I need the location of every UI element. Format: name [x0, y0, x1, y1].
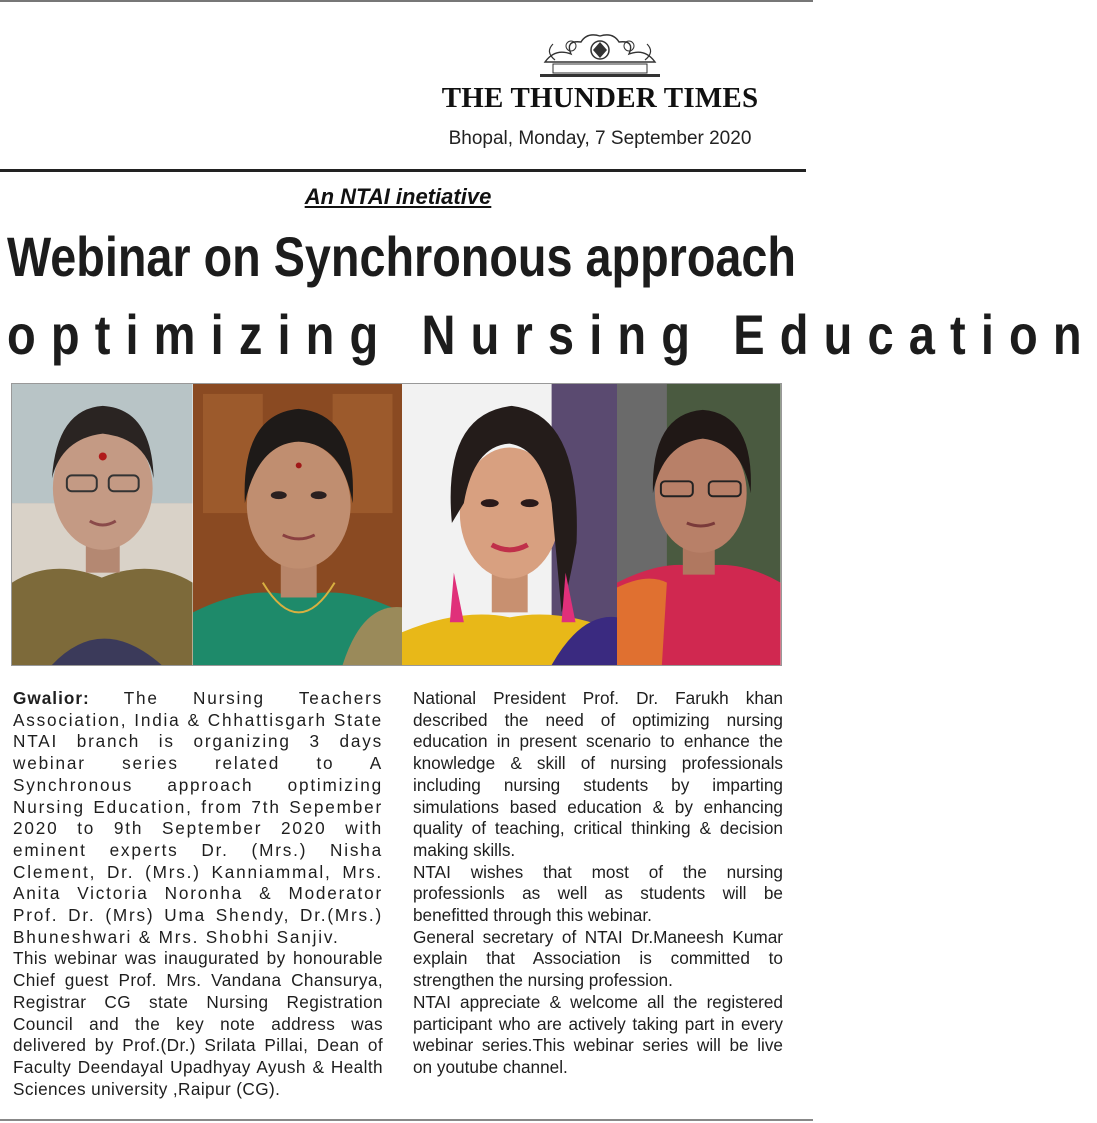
speaker-photo-1 — [12, 384, 193, 665]
headline-line-2: optimizing Nursing Education — [7, 303, 1097, 366]
speaker-photo-2 — [193, 384, 402, 665]
speaker-photo-4 — [617, 384, 781, 665]
appreciation-paragraph: NTAI appreciate & welcome all the registered participant who are actively taking part in every webinar series.This webinar series will be live on youtube channel. — [413, 991, 783, 1077]
lead-paragraph — [13, 688, 383, 948]
bottom-border-rule — [0, 1119, 813, 1121]
lead-paragraph-text: The Nursing Teachers Association, India & Chhattisgarh State NTAI branch is organizing 3 days webinar series related to A Synchronous approach optimizing Nursing Education, from 7th Sepember 2020 to 9th September 2020 with eminent experts Dr. (Mrs.) Nisha Clement, Dr. (Mrs.) Kanniammal, Mrs. Anita Victoria Noronha & Moderator Prof. Dr. (Mrs) Uma Shendy, Dr.(Mrs.) Bhuneshwari & Mrs. Shobhi Sanjiv. — [13, 688, 383, 947]
article-column-right — [413, 688, 783, 1079]
president-paragraph: National President Prof. Dr. Farukh khan described the need of optimizing nursing education in present scenario to enhance the knowledge & skill of nursing professionals including nursing students by imparting simulations based education & by enhancing quality of teaching, critical thinking & decision making skills. — [413, 688, 783, 860]
newspaper-crest-emblem — [535, 30, 665, 80]
publication-dateline: Bhopal, Monday, 7 September 2020 — [448, 128, 752, 149]
article-location: Gwalior: — [13, 688, 90, 708]
secretary-paragraph: General secretary of NTAI Dr.Maneesh Kumar explain that Association is committed to strengthen the nursing profession. — [413, 926, 783, 991]
headline-line-1: Webinar on Synchronous approach — [7, 225, 796, 288]
speaker-photo-strip — [11, 383, 782, 666]
article-kicker: An NTAI inetiative — [304, 184, 492, 209]
top-border-rule — [0, 0, 813, 2]
wishes-paragraph: NTAI wishes that most of the nursing professionls as well as students will be benefitted through this webinar. — [413, 861, 783, 926]
article-column-left — [13, 688, 383, 1100]
newspaper-name: THE THUNDER TIMES — [441, 82, 759, 114]
speaker-photo-3 — [402, 384, 617, 665]
inauguration-paragraph: This webinar was inaugurated by honourable Chief guest Prof. Mrs. Vandana Chansurya, Registrar CG state Nursing Registration Council and the key note address was delivered by Prof.(Dr.) Srilata Pillai, Dean of Faculty Deendayal Upadhyay Ayush & Health Sciences university ,Raipur (CG). — [13, 948, 383, 1099]
masthead — [420, 30, 780, 149]
masthead-divider — [0, 169, 806, 172]
